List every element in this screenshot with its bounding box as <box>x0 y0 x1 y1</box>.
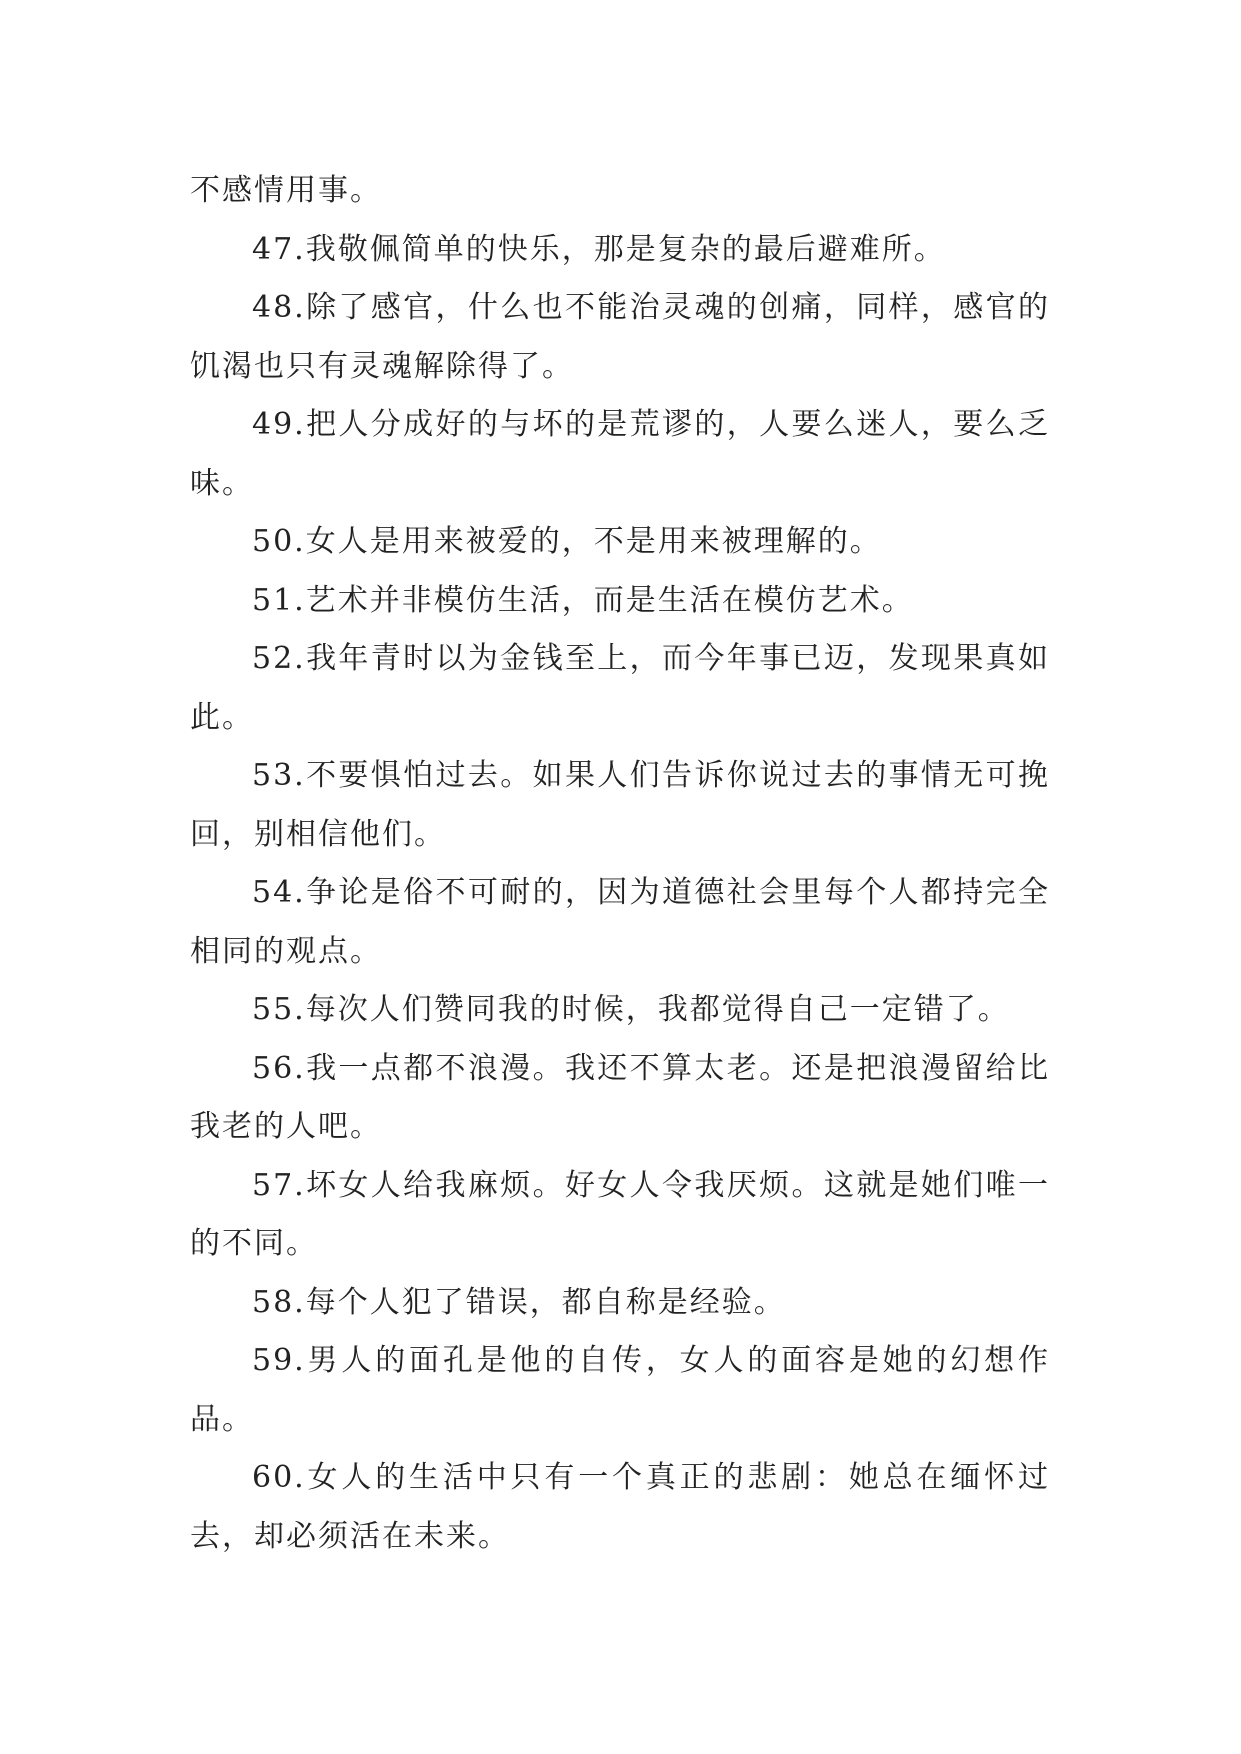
quote-60: 60.女人的生活中只有一个真正的悲剧：她总在缅怀过去，却必须活在未来。 <box>190 1460 1050 1554</box>
quote-50: 50.女人是用来被爱的，不是用来被理解的。 <box>252 524 882 559</box>
quote-53: 53.不要惧怕过去。如果人们告诉你说过去的事情无可挽回，别相信他们。 <box>190 758 1050 852</box>
document-page <box>190 162 1050 1566</box>
quote-47: 47.我敬佩简单的快乐，那是复杂的最后避难所。 <box>252 231 946 267</box>
quote-52: 52.我年青时以为金钱至上，而今年事已迈，发现果真如此。 <box>190 641 1050 735</box>
quote-57: 57.坏女人给我麻烦。好女人令我厌烦。这就是她们唯一的不同。 <box>190 1167 1050 1261</box>
quote-48: 48.除了感官，什么也不能治灵魂的创痛，同样，感官的饥渴也只有灵魂解除得了。 <box>190 290 1050 384</box>
quote-54: 54.争论是俗不可耐的，因为道德社会里每个人都持完全相同的观点。 <box>190 875 1050 969</box>
quote-49: 49.把人分成好的与坏的是荒谬的，人要么迷人，要么乏味。 <box>190 407 1050 501</box>
quote-55: 55.每次人们赞同我的时候，我都觉得自己一定错了。 <box>252 992 1010 1027</box>
quote-51: 51.艺术并非模仿生活，而是生活在模仿艺术。 <box>252 582 914 618</box>
quote-58: 58.每个人犯了错误，都自称是经验。 <box>252 1284 786 1320</box>
continuation-text: 不感情用事。 <box>190 173 382 208</box>
quote-59: 59.男人的面孔是他的自传，女人的面容是她的幻想作品。 <box>190 1343 1050 1437</box>
quote-56: 56.我一点都不浪漫。我还不算太老。还是把浪漫留给比我老的人吧。 <box>190 1050 1050 1144</box>
